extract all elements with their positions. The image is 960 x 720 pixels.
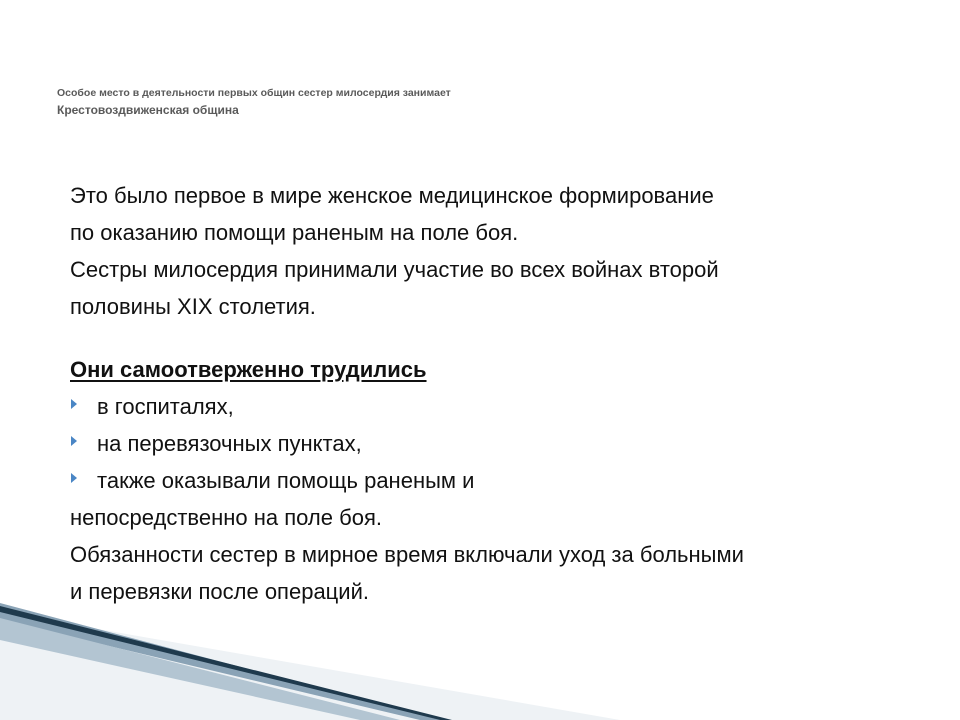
text-line: Обязанности сестер в мирное время включали уход за больными [70,542,744,567]
text-line: Это было первое в мире женское медицинское формирование [70,183,714,208]
text-line: половины XIX столетия. [70,294,316,319]
bullet-text: также оказывали помощь раненым и [97,468,475,493]
bullet-item [70,462,930,499]
slide-content [70,177,930,610]
bullet-item [70,425,930,462]
text-line: Сестры милосердия принимали участие во всех войнах второй [70,257,719,282]
title-line-2: Крестовоздвиженская община [57,103,239,117]
bullet-arrow-icon [71,473,77,483]
section-heading: Они самоотверженно трудились [70,357,427,382]
text-line: и перевязки после операций. [70,579,369,604]
title-line-1: Особое место в деятельности первых общин сестер милосердия занимает [57,87,451,99]
paragraph-gap [70,325,930,351]
slide-title [57,86,837,118]
text-line: по оказанию помощи раненым на поле боя. [70,220,519,245]
bullet-text: на перевязочных пунктах, [97,431,362,456]
bullet-arrow-icon [71,399,77,409]
bullet-text: в госпиталях, [97,394,234,419]
bullet-arrow-icon [71,436,77,446]
text-line: непосредственно на поле боя. [70,505,382,530]
bullet-item [70,388,930,425]
